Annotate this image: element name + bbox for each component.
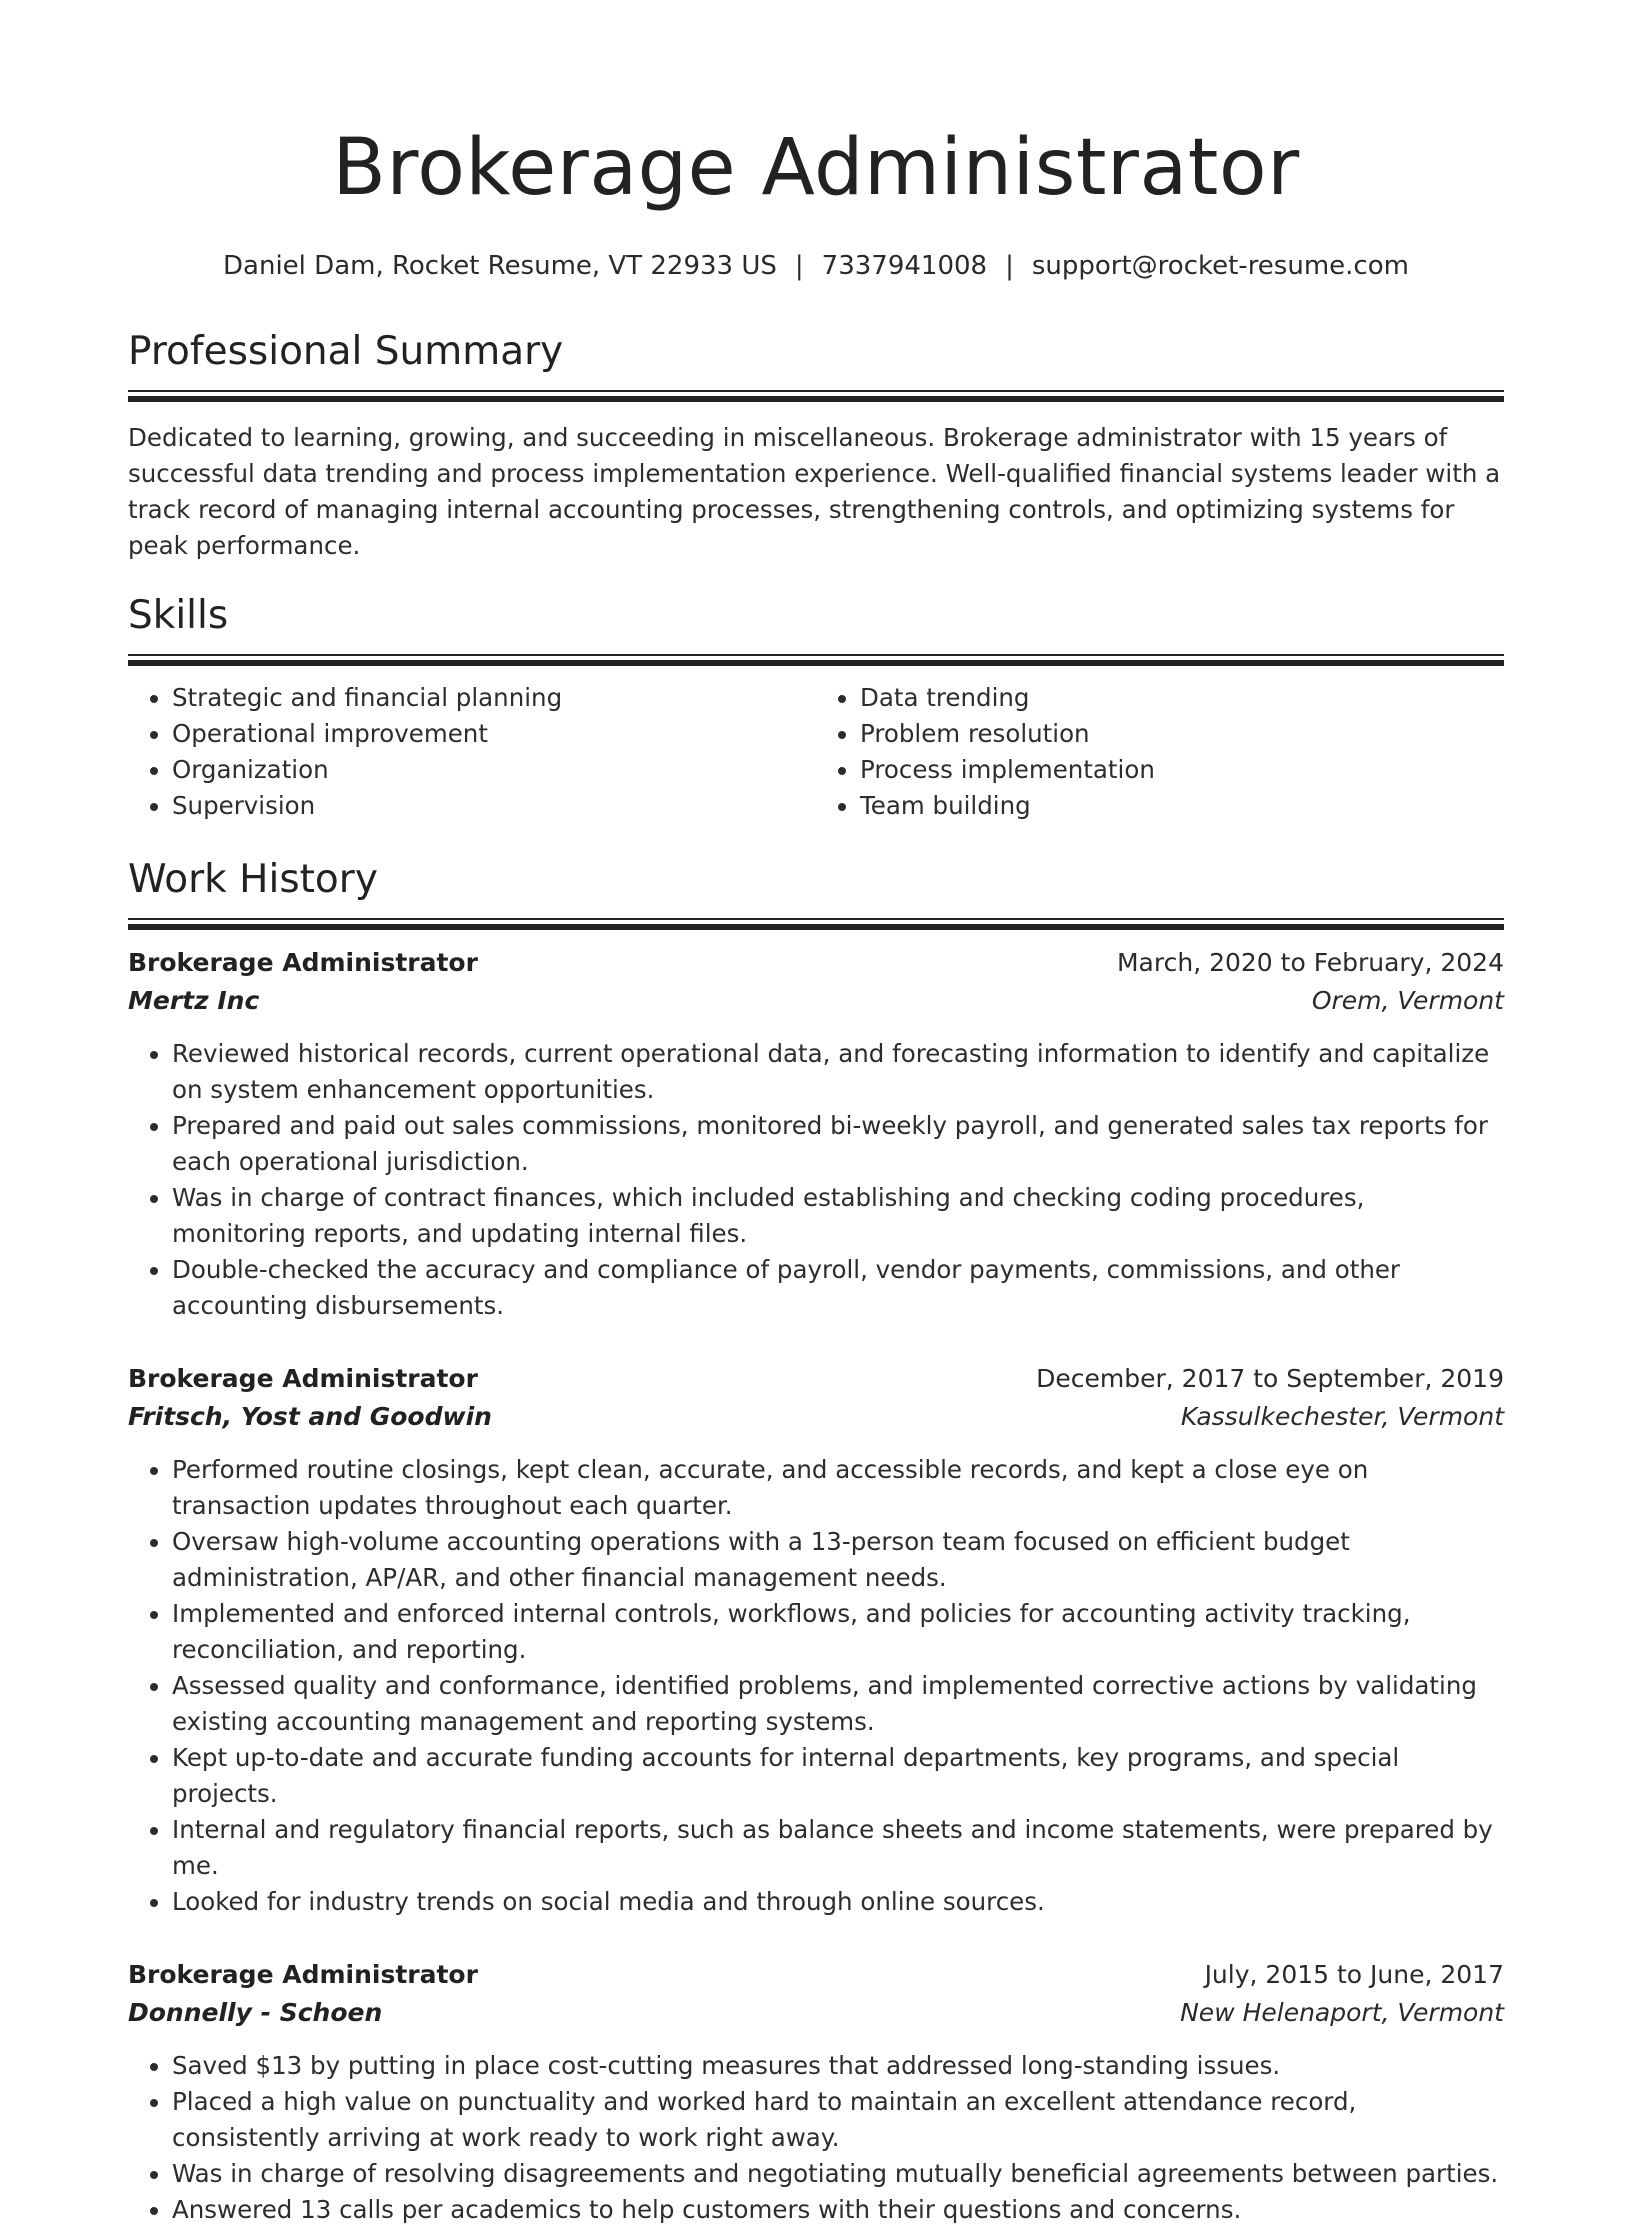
job-bullet: • Internal and regulatory financial reports, such as balance sheets and income statements, were prepared by me. <box>172 1812 1504 1884</box>
job-title: Brokerage Administrator <box>128 1364 478 1393</box>
section-title-summary: Professional Summary <box>128 329 564 374</box>
skill-item: • Problem resolution <box>860 716 1504 752</box>
job-entry <box>128 944 1504 1324</box>
skill-item: • Strategic and financial planning <box>172 680 816 716</box>
skills-section <box>128 592 1504 824</box>
section-divider <box>128 918 1504 930</box>
resume-name: Brokerage Administrator <box>332 123 1300 213</box>
professional-summary-section <box>128 328 1504 564</box>
job-title: Brokerage Administrator <box>128 948 478 977</box>
job-bullet: • Implemented and enforced internal controls, workflows, and policies for accounting activity tracking, reconciliation, and reporting. <box>172 1596 1504 1668</box>
job-bullet: • Answered 13 calls per academics to help customers with their questions and concerns. <box>172 2192 1504 2228</box>
job-bullet: • Placed a high value on punctuality and worked hard to maintain an excellent attendance record, consistently arriving at work ready to work right away. <box>172 2084 1504 2156</box>
job-dates: December, 2017 to September, 2019 <box>1036 1364 1504 1393</box>
job-bullet: • Reviewed historical records, current operational data, and forecasting information to identify and capitalize on system enhancement opportunities. <box>172 1036 1504 1108</box>
job-bullet: • Double-checked the accuracy and compliance of payroll, vendor payments, commissions, and other accounting disbursements. <box>172 1252 1504 1324</box>
skill-item: • Organization <box>172 752 816 788</box>
skill-item: • Data trending <box>860 680 1504 716</box>
job-company: Donnelly - Schoen <box>128 1998 383 2027</box>
work-history-section <box>128 856 1504 2228</box>
job-dates: March, 2020 to February, 2024 <box>1116 948 1504 977</box>
contact-line <box>128 248 1504 284</box>
job-bullet: • Performed routine closings, kept clean, accurate, and accessible records, and kept a close eye on transaction updates throughout each quarter. <box>172 1452 1504 1524</box>
job-location: Kassulkechester, Vermont <box>1180 1402 1504 1431</box>
skills-list <box>128 680 1504 824</box>
section-title-work: Work History <box>128 857 378 902</box>
job-company: Fritsch, Yost and Goodwin <box>128 1402 492 1431</box>
job-company: Mertz Inc <box>128 986 260 1015</box>
skill-item: • Supervision <box>172 788 816 824</box>
skills-column-left <box>128 680 816 824</box>
skill-item: • Operational improvement <box>172 716 816 752</box>
job-bullet: • Looked for industry trends on social media and through online sources. <box>172 1884 1504 1920</box>
job-entry <box>128 1956 1504 2228</box>
job-bullets <box>128 2048 1504 2228</box>
contact-address: Daniel Dam, Rocket Resume, VT 22933 US <box>223 251 777 281</box>
job-bullet: • Oversaw high-volume accounting operations with a 13-person team focused on efficient budget administration, AP/AR, and other financial management needs. <box>172 1524 1504 1596</box>
job-entry <box>128 1360 1504 1920</box>
summary-text: Dedicated to learning, growing, and succeeding in miscellaneous. Brokerage administrator with 15 years of successful data trending and process implementation experience. Well-qualified financial systems leader with a track record of managing internal accounting processes, strengthening controls, and optimizing systems for peak performance. <box>128 423 1501 560</box>
job-bullets <box>128 1036 1504 1324</box>
skills-column-right <box>816 680 1504 824</box>
contact-separator: | <box>794 251 804 281</box>
job-bullet: • Was in charge of contract finances, which included establishing and checking coding procedures, monitoring reports, and updating internal files. <box>172 1180 1504 1252</box>
contact-email: support@rocket-resume.com <box>1031 251 1409 281</box>
job-title: Brokerage Administrator <box>128 1960 478 1989</box>
section-title-skills: Skills <box>128 593 229 638</box>
skill-item: • Team building <box>860 788 1504 824</box>
contact-separator: | <box>1005 251 1014 281</box>
contact-phone: 7337941008 <box>821 251 988 281</box>
job-location: Orem, Vermont <box>1311 986 1504 1015</box>
job-location: New Helenaport, Vermont <box>1180 1998 1504 2027</box>
section-divider <box>128 654 1504 666</box>
skill-item: • Process implementation <box>860 752 1504 788</box>
job-bullets <box>128 1452 1504 1920</box>
job-dates: July, 2015 to June, 2017 <box>1204 1960 1504 1989</box>
job-bullet: • Prepared and paid out sales commissions, monitored bi-weekly payroll, and generated sales tax reports for each operational jurisdiction. <box>172 1108 1504 1180</box>
job-bullet: • Kept up-to-date and accurate funding accounts for internal departments, key programs, and special projects. <box>172 1740 1504 1812</box>
job-bullet: • Was in charge of resolving disagreements and negotiating mutually beneficial agreements between parties. <box>172 2156 1504 2192</box>
section-divider <box>128 390 1504 402</box>
job-bullet: • Assessed quality and conformance, identified problems, and implemented corrective actions by validating existing accounting management and reporting systems. <box>172 1668 1504 1740</box>
job-bullet: • Saved $13 by putting in place cost-cutting measures that addressed long-standing issues. <box>172 2048 1504 2084</box>
